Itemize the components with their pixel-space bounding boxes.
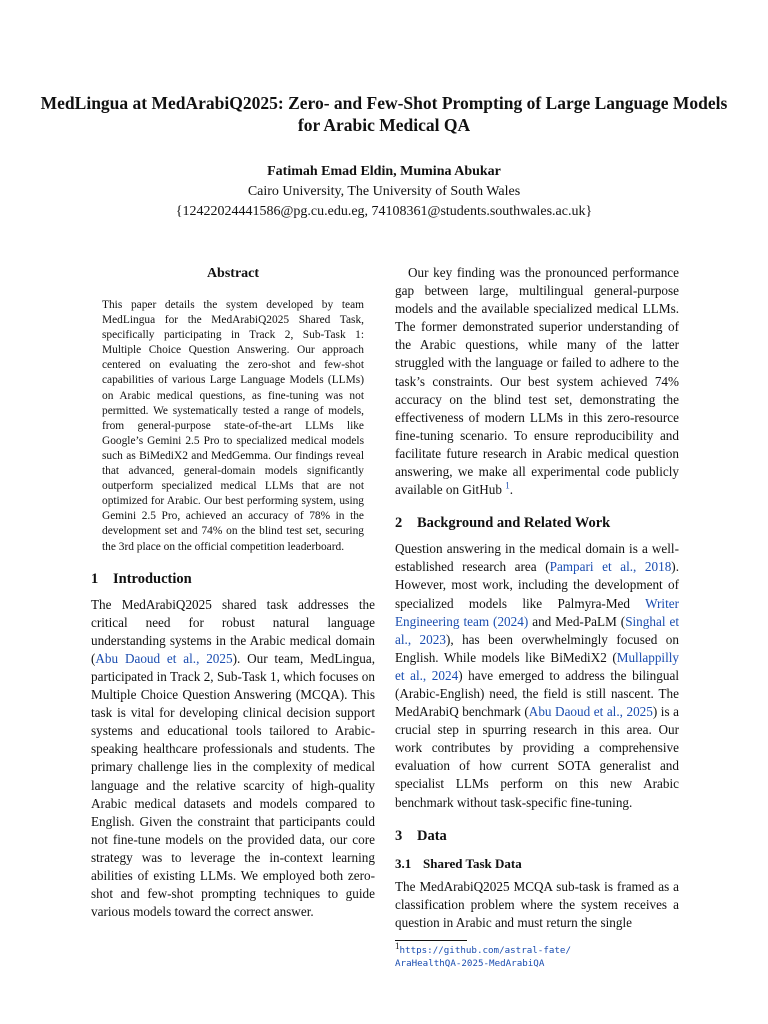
footnote-marker[interactable]: 1: [505, 480, 510, 491]
author-block: [40, 162, 728, 222]
citation-singhal[interactable]: Singhal et al., 2023: [395, 613, 679, 647]
author-names: Fatimah Emad Eldin, Mumina Abukar: [267, 164, 501, 179]
intro-paragraph: [91, 596, 375, 922]
background-text-5: ) have emerged to address the bilingual (Arabic-English) need, the field is still nascent. The MedArabiQ benchmark (: [395, 667, 679, 720]
background-text-1: Question answering in the medical domain is a well-established research area (: [395, 541, 679, 575]
background-text-4: ), has been overwhelmingly focused on English. While models like BiMediX2 (: [395, 631, 679, 665]
footnote-rule: [395, 940, 467, 941]
intro-text-2: ). Our team, MedLingua, participated in Track 2, Sub-Task 1, which focuses on Multiple Choice Question Answering (MCQA). This task is vital for developing clinical decision support systems and educational tools tailored to Arabic-speaking healthcare professionals and students. The primary challenge lies in the complexity of medical language and the relative scarcity of high-quality Arabic medical datasets and models compared to English. Given the constraint that participants could not fine-tune models on the provided data, our core strategy was to leverage the in-context learning abilities of existing LLMs. We employed both zero-shot and few-shot prompting techniques to guide various models toward the correct answer.: [91, 650, 375, 920]
background-text-2: ). However, most work, including the development of specialized models like Palmyra-Med: [395, 559, 679, 611]
data-heading-text: Data: [417, 827, 447, 844]
abstract-text: This paper details the system developed by team MedLingua for the MedArabiQ2025 Shared Task, specifically participating in Track 2, Sub-Task 1: Multiple Choice Question Answering. Our approach centered on evaluating the zero-shot and few-shot capabilities of various Large Language Models (LLMs) on Arabic medical questions, as fine-tuning was not permitted. We systematically tested a range of models, from general-purpose state-of-the-art LLMs like Google’s Gemini 2.5 Pro to specialized medical models such as BiMediX2 and MedGemma. Our findings reveal that advanced, general-domain models significantly outperform specialized medical LLMs that are not optimized for Arabic. Our best performing system, using Gemini 2.5 Pro, achieved an accuracy of 78% in the development set and 74% on the blind test set, securing the 3rd place on the official competition leaderboard.: [102, 299, 364, 553]
background-paragraph: [395, 540, 679, 811]
citation-abu-daoud[interactable]: Abu Daoud et al., 2025: [95, 650, 233, 666]
footnote-url-line2[interactable]: AraHealthQA-2025-MedArabiQA: [395, 957, 545, 969]
abstract-heading: Abstract: [206, 266, 260, 281]
paper-title: MedLingua at MedArabiQ2025: Zero- and Few-Shot Prompting of Large Language Models for Arabic Medical QA: [40, 93, 728, 135]
author-affiliation: Cairo University, The University of South Wales: [247, 184, 521, 199]
finding-end: .: [509, 482, 514, 498]
intro-heading-text: Introduction: [113, 570, 192, 587]
subsection-number: 3.1: [395, 855, 412, 871]
citation-mullappilly[interactable]: Mullappilly et al., 2024: [395, 649, 679, 683]
citation-pampari[interactable]: Pampari et al., 2018: [549, 559, 672, 575]
subsection-heading-text: Shared Task Data: [423, 855, 522, 871]
background-heading: [395, 513, 679, 533]
finding-text: Our key finding was the pronounced performance gap between large, multilingual general-purpose models and the available specialized medical LLMs. The former demonstrated superior understanding of the Arabic questions, while many of the latter struggled with the language or failed to adhere to the task’s constraints. Our best system achieved 74% accuracy on the blind test set, demonstrating the effectiveness of modern LLMs in this zero-resource fine-tuning scenario. To ensure reproducibility and facilitate future research in Arabic medical question answering, we make all experimental code publicly available on GitHub: [395, 265, 679, 498]
data-section-number: 3: [395, 827, 403, 844]
shared-task-data-heading: [395, 855, 679, 873]
citation-abu-daoud-2[interactable]: Abu Daoud et al., 2025: [528, 704, 653, 720]
intro-text-1: The MedArabiQ2025 shared task addresses the critical need for robust natural language understanding systems in the Arabic medical domain (: [91, 596, 375, 666]
background-section-number: 2: [395, 515, 403, 532]
background-heading-text: Background and Related Work: [417, 515, 611, 532]
footnote-number: 1: [395, 940, 400, 951]
intro-heading: [91, 569, 375, 589]
footnote-area: [395, 940, 679, 970]
data-heading: [395, 826, 679, 846]
footnote: [395, 940, 679, 970]
finding-paragraph: [395, 264, 679, 499]
background-text-3: and Med-PaLM (: [528, 613, 626, 629]
left-column: [91, 264, 375, 921]
citation-writer[interactable]: Writer Engineering team (2024): [395, 595, 679, 629]
author-emails: {12422024441586@pg.cu.edu.eg, 74108361@students.southwales.ac.uk}: [175, 204, 593, 219]
footnote-url-line1[interactable]: https://github.com/astral-fate/: [399, 944, 571, 956]
background-text-6: ) is a crucial step in spurring research in this area. Our work contributes by providing a comprehensive evaluation of how current SOTA generalist and specialist LLMs perform on this new Arabic benchmark without task-specific fine-tuning.: [395, 704, 679, 810]
data-paragraph: The MedArabiQ2025 MCQA sub-task is framed as a classification problem where the system receives a question in Arabic and must return the single: [395, 878, 679, 930]
intro-section-number: 1: [91, 570, 99, 587]
right-column: [395, 264, 679, 970]
